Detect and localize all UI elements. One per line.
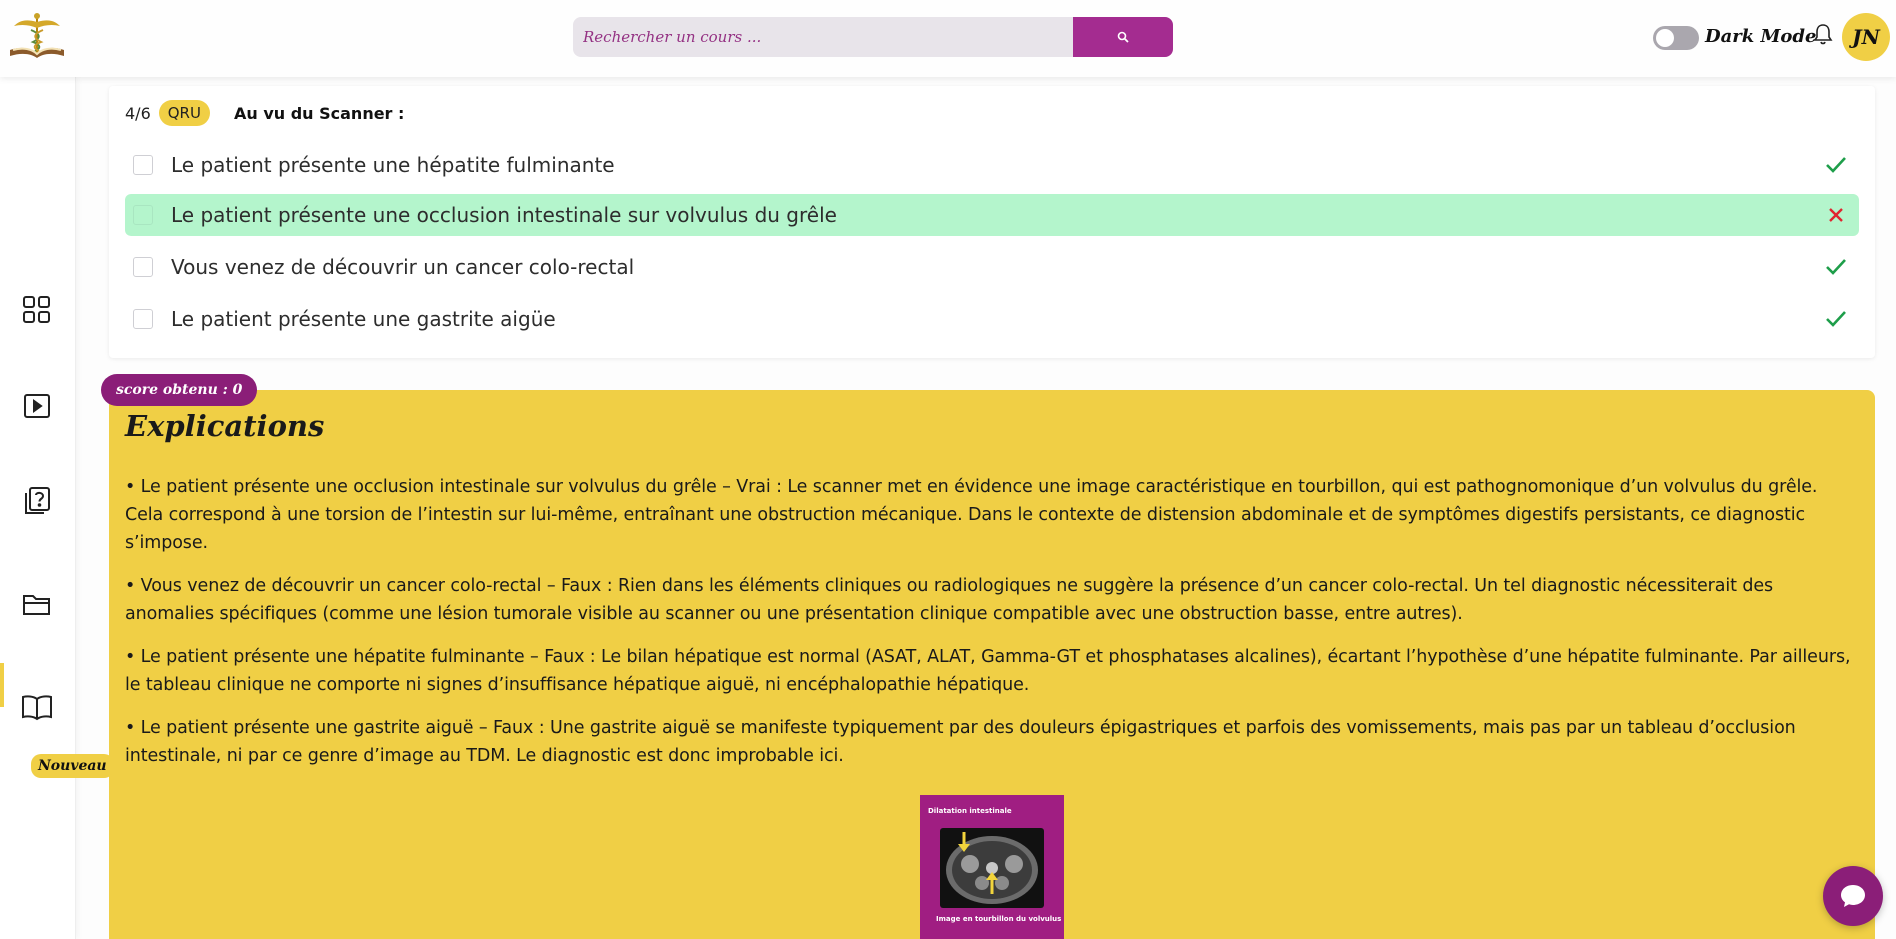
check-icon <box>1825 154 1847 176</box>
dark-mode-toggle[interactable] <box>1653 26 1699 50</box>
quiz-question-icon[interactable] <box>20 484 54 518</box>
explanation-panel <box>109 390 1875 939</box>
ct-scan-image[interactable] <box>920 795 1064 939</box>
question-header <box>125 100 404 126</box>
ct-label-bottom: Image en tourbillon du volvulus <box>936 915 1062 923</box>
ct-label-top: Dilatation intestinale <box>928 807 1012 815</box>
explanation-title: Explications <box>125 409 325 443</box>
check-icon <box>1825 256 1847 278</box>
active-indicator <box>0 663 4 707</box>
chat-button[interactable] <box>1823 866 1883 926</box>
answer-checkbox[interactable] <box>133 257 153 277</box>
cross-icon <box>1825 204 1847 226</box>
explanation-paragraph: • Vous venez de découvrir un cancer colo-rectal – Faux : Rien dans les éléments cliniques ou radiologiques ne suggère la présence d’un cancer colo-rectal. Un tel diagnostic nécessiterait des anomalies spécifiques (comme une lésion tumorale visible au scanner ou une présentation clinique compatible avec une obstruction basse, entre autres). <box>125 576 1774 624</box>
question-type-badge: QRU <box>159 100 210 126</box>
answer-checkbox[interactable] <box>133 309 153 329</box>
search-button[interactable] <box>1073 17 1173 57</box>
dark-mode-label: Dark Mode <box>1705 26 1817 47</box>
answer-option-selected[interactable] <box>125 194 1859 236</box>
top-bar <box>0 0 1896 77</box>
question-card <box>109 86 1875 358</box>
search-input[interactable] <box>573 17 1073 57</box>
answer-checkbox[interactable] <box>133 155 153 175</box>
toggle-knob <box>1656 29 1674 47</box>
new-badge: Nouveau <box>31 754 114 778</box>
answer-text: Le patient présente une hépatite fulminante <box>171 153 615 177</box>
answer-option[interactable] <box>125 144 1859 186</box>
explanation-body <box>125 473 1855 785</box>
answer-text: Le patient présente une gastrite aigüe <box>171 307 556 331</box>
question-title: Au vu du Scanner : <box>233 103 405 123</box>
question-counter: 4/6 <box>125 103 151 123</box>
answer-text: Vous venez de découvrir un cancer colo-rectal <box>171 255 635 279</box>
answer-text: Le patient présente une occlusion intestinale sur volvulus du grêle <box>171 203 837 227</box>
score-badge: score obtenu : 0 <box>101 374 257 406</box>
avatar[interactable]: JN <box>1842 13 1890 61</box>
answer-checkbox[interactable] <box>133 205 153 225</box>
bell-icon[interactable] <box>1812 22 1834 46</box>
explanation-paragraph: • Le patient présente une hépatite fulminante – Faux : Le bilan hépatique est normal (ASAT, ALAT, Gamma-GT et phosphatases alcalines), écartant l’hypothèse d’une hépatite fulminante. Par ailleurs, le tableau clinique ne comporte ni signes d’insuffisance hépatique aiguë, ni encéphalopathie hépatique. <box>125 647 1851 695</box>
open-book-icon[interactable] <box>20 690 54 724</box>
caduceus-book-logo[interactable] <box>4 12 70 62</box>
answer-option[interactable] <box>125 246 1859 288</box>
dashboard-grid-icon[interactable] <box>20 293 54 327</box>
search-icon <box>1117 31 1129 43</box>
video-play-icon[interactable] <box>20 389 54 423</box>
folder-icon[interactable] <box>20 588 54 622</box>
sidebar <box>0 77 107 939</box>
check-icon <box>1825 308 1847 330</box>
ct-scan-picture <box>940 828 1044 908</box>
explanation-paragraph: • Le patient présente une gastrite aiguë – Faux : Une gastrite aiguë se manifeste typiquement par des douleurs épigastriques et parfois des vomissements, mais pas par un tableau d’occlusion intestinale, ni par ce genre d’image au TDM. Le diagnostic est donc improbable ici. <box>125 718 1796 766</box>
search-bar <box>573 17 1173 57</box>
answer-option[interactable] <box>125 298 1859 340</box>
explanation-paragraph: • Le patient présente une occlusion intestinale sur volvulus du grêle – Vrai : Le scanner met en évidence une image caractéristique en tourbillon, qui est pathognomonique d’un volvulus du grêle. Cela correspond à une torsion de l’intestin sur lui-même, entraînant une obstruction mécanique. Dans le contexte de distension abdominale et de symptômes digestifs persistants, ce diagnostic s’impose. <box>125 477 1818 553</box>
chat-bubble-icon <box>1837 880 1869 912</box>
